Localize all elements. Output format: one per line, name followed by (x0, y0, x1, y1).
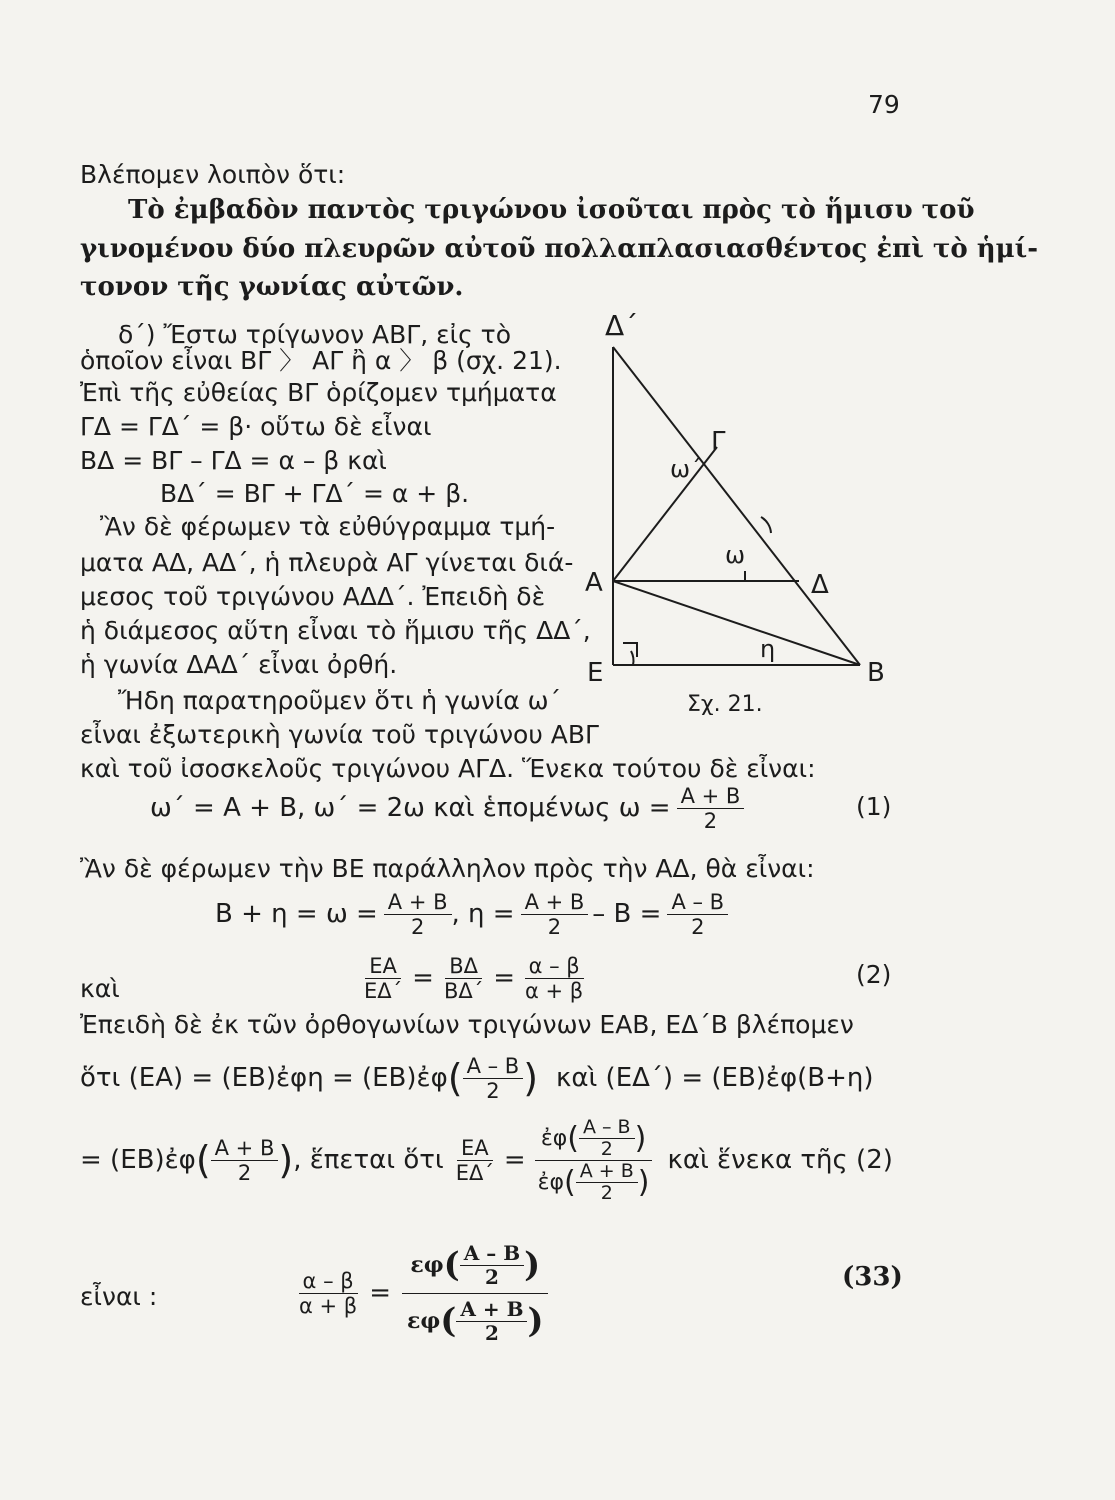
eq33-rhs-den-frac-den: 2 (484, 1320, 499, 1345)
ratio-p1: = (ΕΒ)ἐφ (80, 1145, 196, 1175)
ratio-tan-num-open: ( (567, 1120, 579, 1156)
angle-omega-arc (761, 517, 771, 533)
equation-eta (215, 884, 728, 944)
ratio-tan-numerator (535, 1117, 652, 1161)
equation-tan (80, 1048, 874, 1108)
right-angle-mark (623, 643, 637, 657)
eq33-rhs-num-prefix: εφ (410, 1252, 444, 1278)
eq2-frac-1-num: ΕΑ (365, 954, 401, 979)
eq2-frac-2-num: ΒΔ (445, 954, 482, 979)
eq1-lhs: ω΄ = Α + Β, ω΄ = 2ω καὶ ἑπομένως ω = (150, 793, 671, 823)
ratio-tan-denominator (532, 1161, 656, 1204)
ratio-frac-2-num: ΕΑ (457, 1136, 493, 1161)
eq33-rhs-den-close: ) (527, 1301, 544, 1341)
figure-caption: Σχ. 21. (687, 692, 763, 715)
ratio-tan-den-frac (576, 1161, 638, 1204)
para-line-13: εἶναι ἐξωτερικὴ γωνία τοῦ τριγώνου ΑΒΓ (80, 720, 599, 749)
eq33-rhs-num-frac-den: 2 (484, 1264, 499, 1289)
figure-21 (575, 305, 905, 715)
eq1-fraction (677, 784, 745, 833)
eq33-lhs-den: α + β (299, 1293, 358, 1318)
label-G: Γ (711, 427, 726, 457)
eq2-frac-1-den: ΕΔ΄ (364, 978, 403, 1003)
ratio-tan-den-frac-den: 2 (600, 1181, 613, 1204)
para-line-10: ἡ διάμεσος αὕτη εἶναι τὸ ἥμισυ τῆς ΔΔ΄, (80, 616, 591, 645)
ratio-tan-num-frac-den: 2 (600, 1137, 613, 1160)
eq33-rhs-fraction (399, 1242, 552, 1345)
eq33-rhs-num-frac (460, 1242, 524, 1289)
eta-frac-3-den: 2 (691, 914, 705, 939)
ratio-eq: = (503, 1145, 526, 1175)
tan-frac-den: 2 (486, 1078, 500, 1103)
para-line-7: Ἂν δὲ φέρωμεν τὰ εὐθύγραμμα τμή- (100, 512, 556, 541)
label-A: Α (585, 568, 603, 598)
label-E: Ε (587, 658, 604, 688)
eta-p1: Β + η = ω = (215, 899, 378, 929)
ratio-paren-close: ) (278, 1138, 294, 1182)
eq1-number: (1) (856, 792, 892, 821)
tan-p2: καὶ (ΕΔ΄) = (ΕΒ)ἐφ(Β+η) (556, 1063, 874, 1093)
theorem-line-3: τονον τῆς γωνίας αὐτῶν. (80, 272, 464, 302)
ratio-paren-open: ( (195, 1138, 211, 1182)
equation-1 (150, 778, 744, 838)
ratio-tan-num-prefix: ἐφ (540, 1125, 568, 1151)
eq2-frac-3 (521, 954, 587, 1003)
para-line-5: ΒΔ = ΒΓ – ΓΔ = α – β καὶ (80, 446, 387, 475)
ratio-frac-1-den: 2 (237, 1160, 252, 1185)
ratio-tan-num-frac (579, 1117, 635, 1160)
tan-frac (463, 1054, 524, 1103)
eta-frac-1 (384, 890, 452, 939)
intro-line: Βλέπομεν λοιπὸν ὅτι: (80, 160, 346, 189)
eq2-frac-2 (440, 954, 487, 1003)
eta-frac-1-num: Α + Β (384, 890, 452, 915)
eta-frac-2-num: Α + Β (521, 890, 589, 915)
eq33-lhs-num: α – β (299, 1269, 358, 1294)
label-omega-prime: ω΄ (670, 455, 703, 483)
eta-p2: , η = (451, 899, 515, 929)
ratio-p2: , ἕπεται ὅτι (293, 1145, 444, 1175)
ratio-tan-fraction (532, 1117, 656, 1204)
para-line-6: ΒΔ΄ = ΒΓ + ΓΔ΄ = α + β. (160, 479, 470, 508)
para-line-2: ὁποῖον εἶναι ΒΓ 〉 ΑΓ ἢ α 〉 β (σχ. 21). (80, 346, 562, 375)
line-epeidh: Ἐπειδὴ δὲ ἐκ τῶν ὀρθογωνίων τριγώνων ΕΑΒ, ΕΔ΄Β βλέπομεν (80, 1010, 854, 1039)
eq2-eq-2: = (493, 963, 516, 993)
eq33-rhs-num-close: ) (524, 1245, 541, 1285)
para-line-12: Ἤδη παρατηροῦμεν ὅτι ἡ γωνία ω΄ (118, 686, 562, 715)
eta-frac-3 (667, 890, 728, 939)
eq2-eq-1: = (412, 963, 434, 993)
ratio-tan-den-frac-num: Α + Β (576, 1161, 638, 1183)
theorem-line-2: γινομένου δύο πλευρῶν αὐτοῦ πολλαπλασιασθέντος ἐπὶ τὸ ἡμί- (80, 234, 1039, 264)
ratio-frac-1 (211, 1136, 279, 1185)
equation-ratio (80, 1110, 893, 1210)
eq1-num: Α + Β (677, 784, 745, 809)
eq33-rhs-den-prefix: εφ (407, 1308, 441, 1334)
line-be: Ἂν δὲ φέρωμεν τὴν ΒΕ παράλληλον πρὸς τὴν ΑΔ, θὰ εἶναι: (80, 854, 815, 883)
eq33-eq: = (369, 1278, 391, 1308)
para-line-8: ματα ΑΔ, ΑΔ΄, ἡ πλευρὰ ΑΓ γίνεται διά- (80, 548, 574, 577)
para-line-1: δ΄) Ἔστω τρίγωνον ΑΒΓ, εἰς τὸ (118, 320, 512, 349)
label-B: Β (867, 658, 885, 688)
eta-frac-2 (521, 890, 589, 939)
eq2-frac-1 (360, 954, 406, 1003)
eq2-frac-2-den: ΒΔ΄ (443, 978, 484, 1003)
ratio-frac-1-num: Α + Β (211, 1136, 279, 1161)
ratio-frac-2-den: ΕΔ΄ (455, 1160, 494, 1185)
eq2-kai: καὶ (80, 974, 120, 1003)
eq33-rhs-den-frac-num: Α + Β (456, 1298, 527, 1322)
para-line-3: Ἐπὶ τῆς εὐθείας ΒΓ ὁρίζομεν τμήματα (80, 378, 557, 407)
para-line-14: καὶ τοῦ ἰσοσκελοῦς τριγώνου ΑΓΔ. Ἕνεκα τούτου δὲ εἶναι: (80, 754, 816, 783)
tan-paren-close: ) (523, 1056, 539, 1100)
equation-2 (360, 948, 587, 1008)
ratio-frac-2 (452, 1136, 498, 1185)
tan-p1: ὅτι (ΕΑ) = (ΕΒ)ἐφη = (ΕΒ)ἐφ (80, 1063, 448, 1093)
eta-frac-1-den: 2 (410, 914, 425, 939)
page-number: 79 (868, 90, 900, 119)
theorem-line-1: Τὸ ἐμβαδὸν παντὸς τριγώνου ἰσοῦται πρὸς τὸ ἥμισυ τοῦ (128, 195, 975, 225)
eq33-lhs-frac (295, 1269, 361, 1318)
eq33-number: (33) (842, 1262, 903, 1292)
para-line-4: ΓΔ = ΓΔ΄ = β· οὕτω δὲ εἶναι (80, 412, 432, 441)
eq2-frac-3-num: α – β (525, 954, 584, 979)
eq33-rhs-num-frac-num: Α – Β (460, 1242, 524, 1266)
ratio-tan-den-open: ( (564, 1164, 576, 1200)
eq33-rhs-num-open: ( (443, 1245, 460, 1285)
eta-p3: – Β = (592, 899, 662, 929)
label-D-prime: Δ΄ (605, 309, 639, 342)
label-eta: η (760, 635, 776, 663)
ratio-tan-den-prefix: ἐφ (537, 1169, 565, 1195)
ratio-tan-num-close: ) (634, 1120, 647, 1156)
eq33-rhs-den-open: ( (440, 1301, 457, 1341)
eta-frac-3-num: Α – Β (667, 890, 728, 915)
tan-frac-num: Α – Β (463, 1054, 524, 1079)
tan-paren-open: ( (447, 1056, 463, 1100)
eq33-rhs-denominator (399, 1294, 552, 1345)
angle-E-arc (631, 651, 633, 665)
eta-frac-2-den: 2 (547, 914, 562, 939)
para-line-9: μεσος τοῦ τριγώνου ΑΔΔ΄. Ἐπειδὴ δὲ (80, 582, 546, 611)
eq2-frac-3-den: α + β (525, 978, 584, 1003)
eq33-label: εἶναι : (80, 1282, 158, 1311)
eq33-rhs-numerator (402, 1242, 548, 1294)
equation-33 (295, 1228, 552, 1358)
para-line-11: ἡ γωνία ΔΑΔ΄ εἶναι ὀρθή. (80, 650, 398, 679)
eq33-rhs-den-frac (456, 1298, 527, 1345)
line-DB (613, 347, 860, 665)
label-D: Δ (811, 570, 829, 600)
label-omega: ω (725, 541, 746, 569)
eq2-number: (2) (856, 960, 892, 989)
ratio-tan-den-close: ) (637, 1164, 650, 1200)
eq1-den: 2 (703, 808, 718, 833)
ratio-p3: καὶ ἕνεκα τῆς (2) (667, 1145, 893, 1175)
ratio-tan-num-frac-num: Α – Β (579, 1117, 635, 1139)
